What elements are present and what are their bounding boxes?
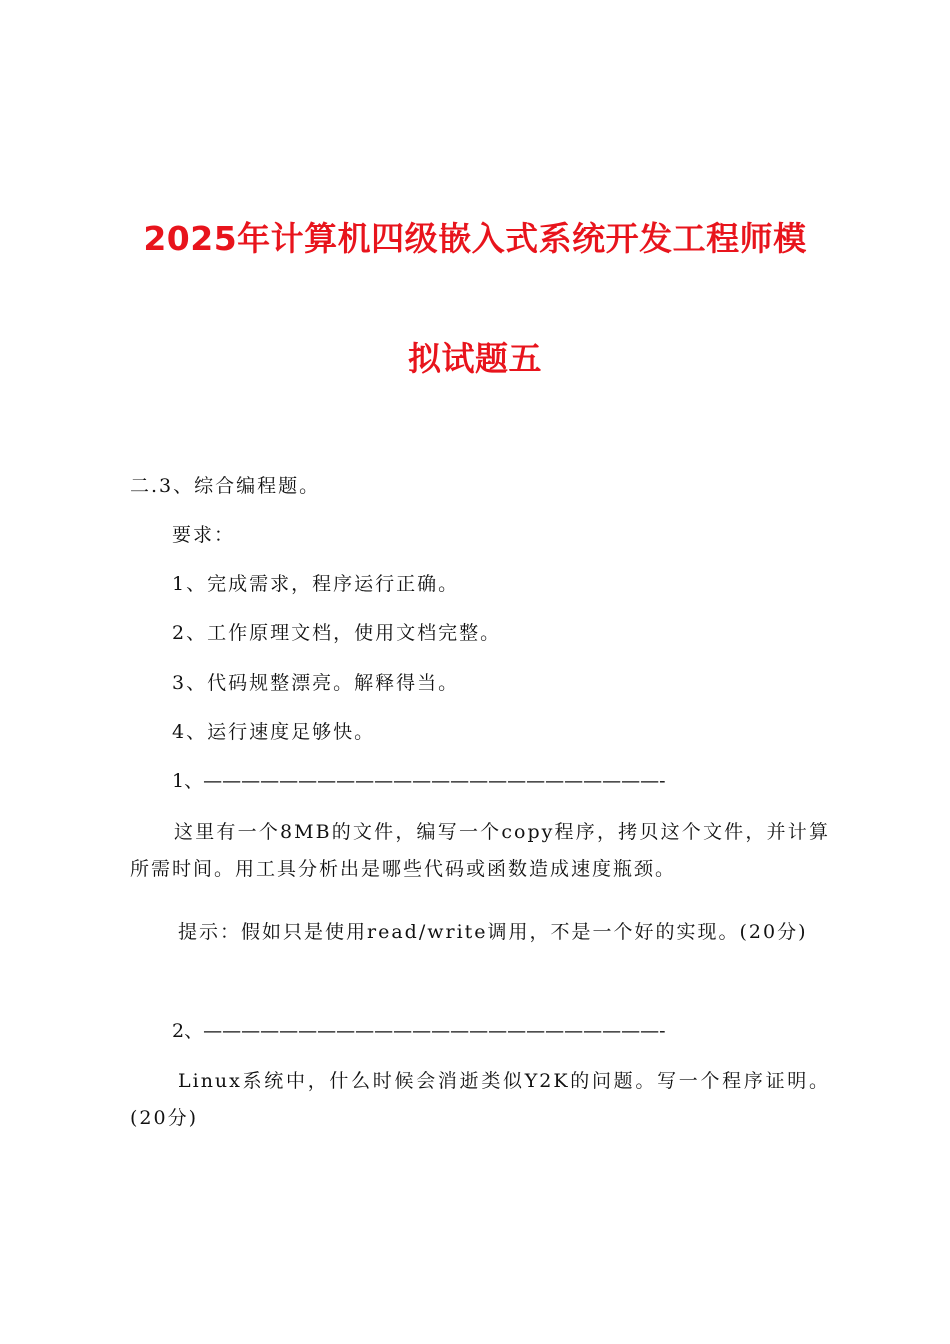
document-title-line-1: 2025年计算机四级嵌入式系统开发工程师模 (143, 219, 807, 258)
question-2-text: Linux系统中，什么时候会消逝类似Y2K的问题。写一个程序证明。(20分) (130, 1070, 830, 1129)
requirement-item-4: 4、运行速度足够快。 (172, 721, 376, 743)
document-title-line-2: 拟试题五 (408, 339, 542, 378)
section-heading: 二.3、综合编程题。 (130, 475, 321, 497)
requirement-item-2: 2、工作原理文档，使用文档完整。 (172, 622, 502, 644)
question-1-text: 这里有一个8MB的文件，编写一个copy程序，拷贝这个文件，并计算所需时间。用工具分析出是哪些代码或函数造成速度瓶颈。 (130, 821, 830, 880)
requirement-item-3: 3、代码规整漂亮。解释得当。 (172, 672, 460, 694)
question-2-header: 2、————————————————————————- (172, 1020, 666, 1042)
requirements-label: 要求： (172, 524, 236, 546)
question-1-header: 1、————————————————————————- (172, 770, 666, 792)
requirement-item-1: 1、完成需求，程序运行正确。 (172, 573, 460, 595)
question-1-hint: 提示：假如只是使用read/write调用，不是一个好的实现。(20分) (178, 921, 808, 943)
